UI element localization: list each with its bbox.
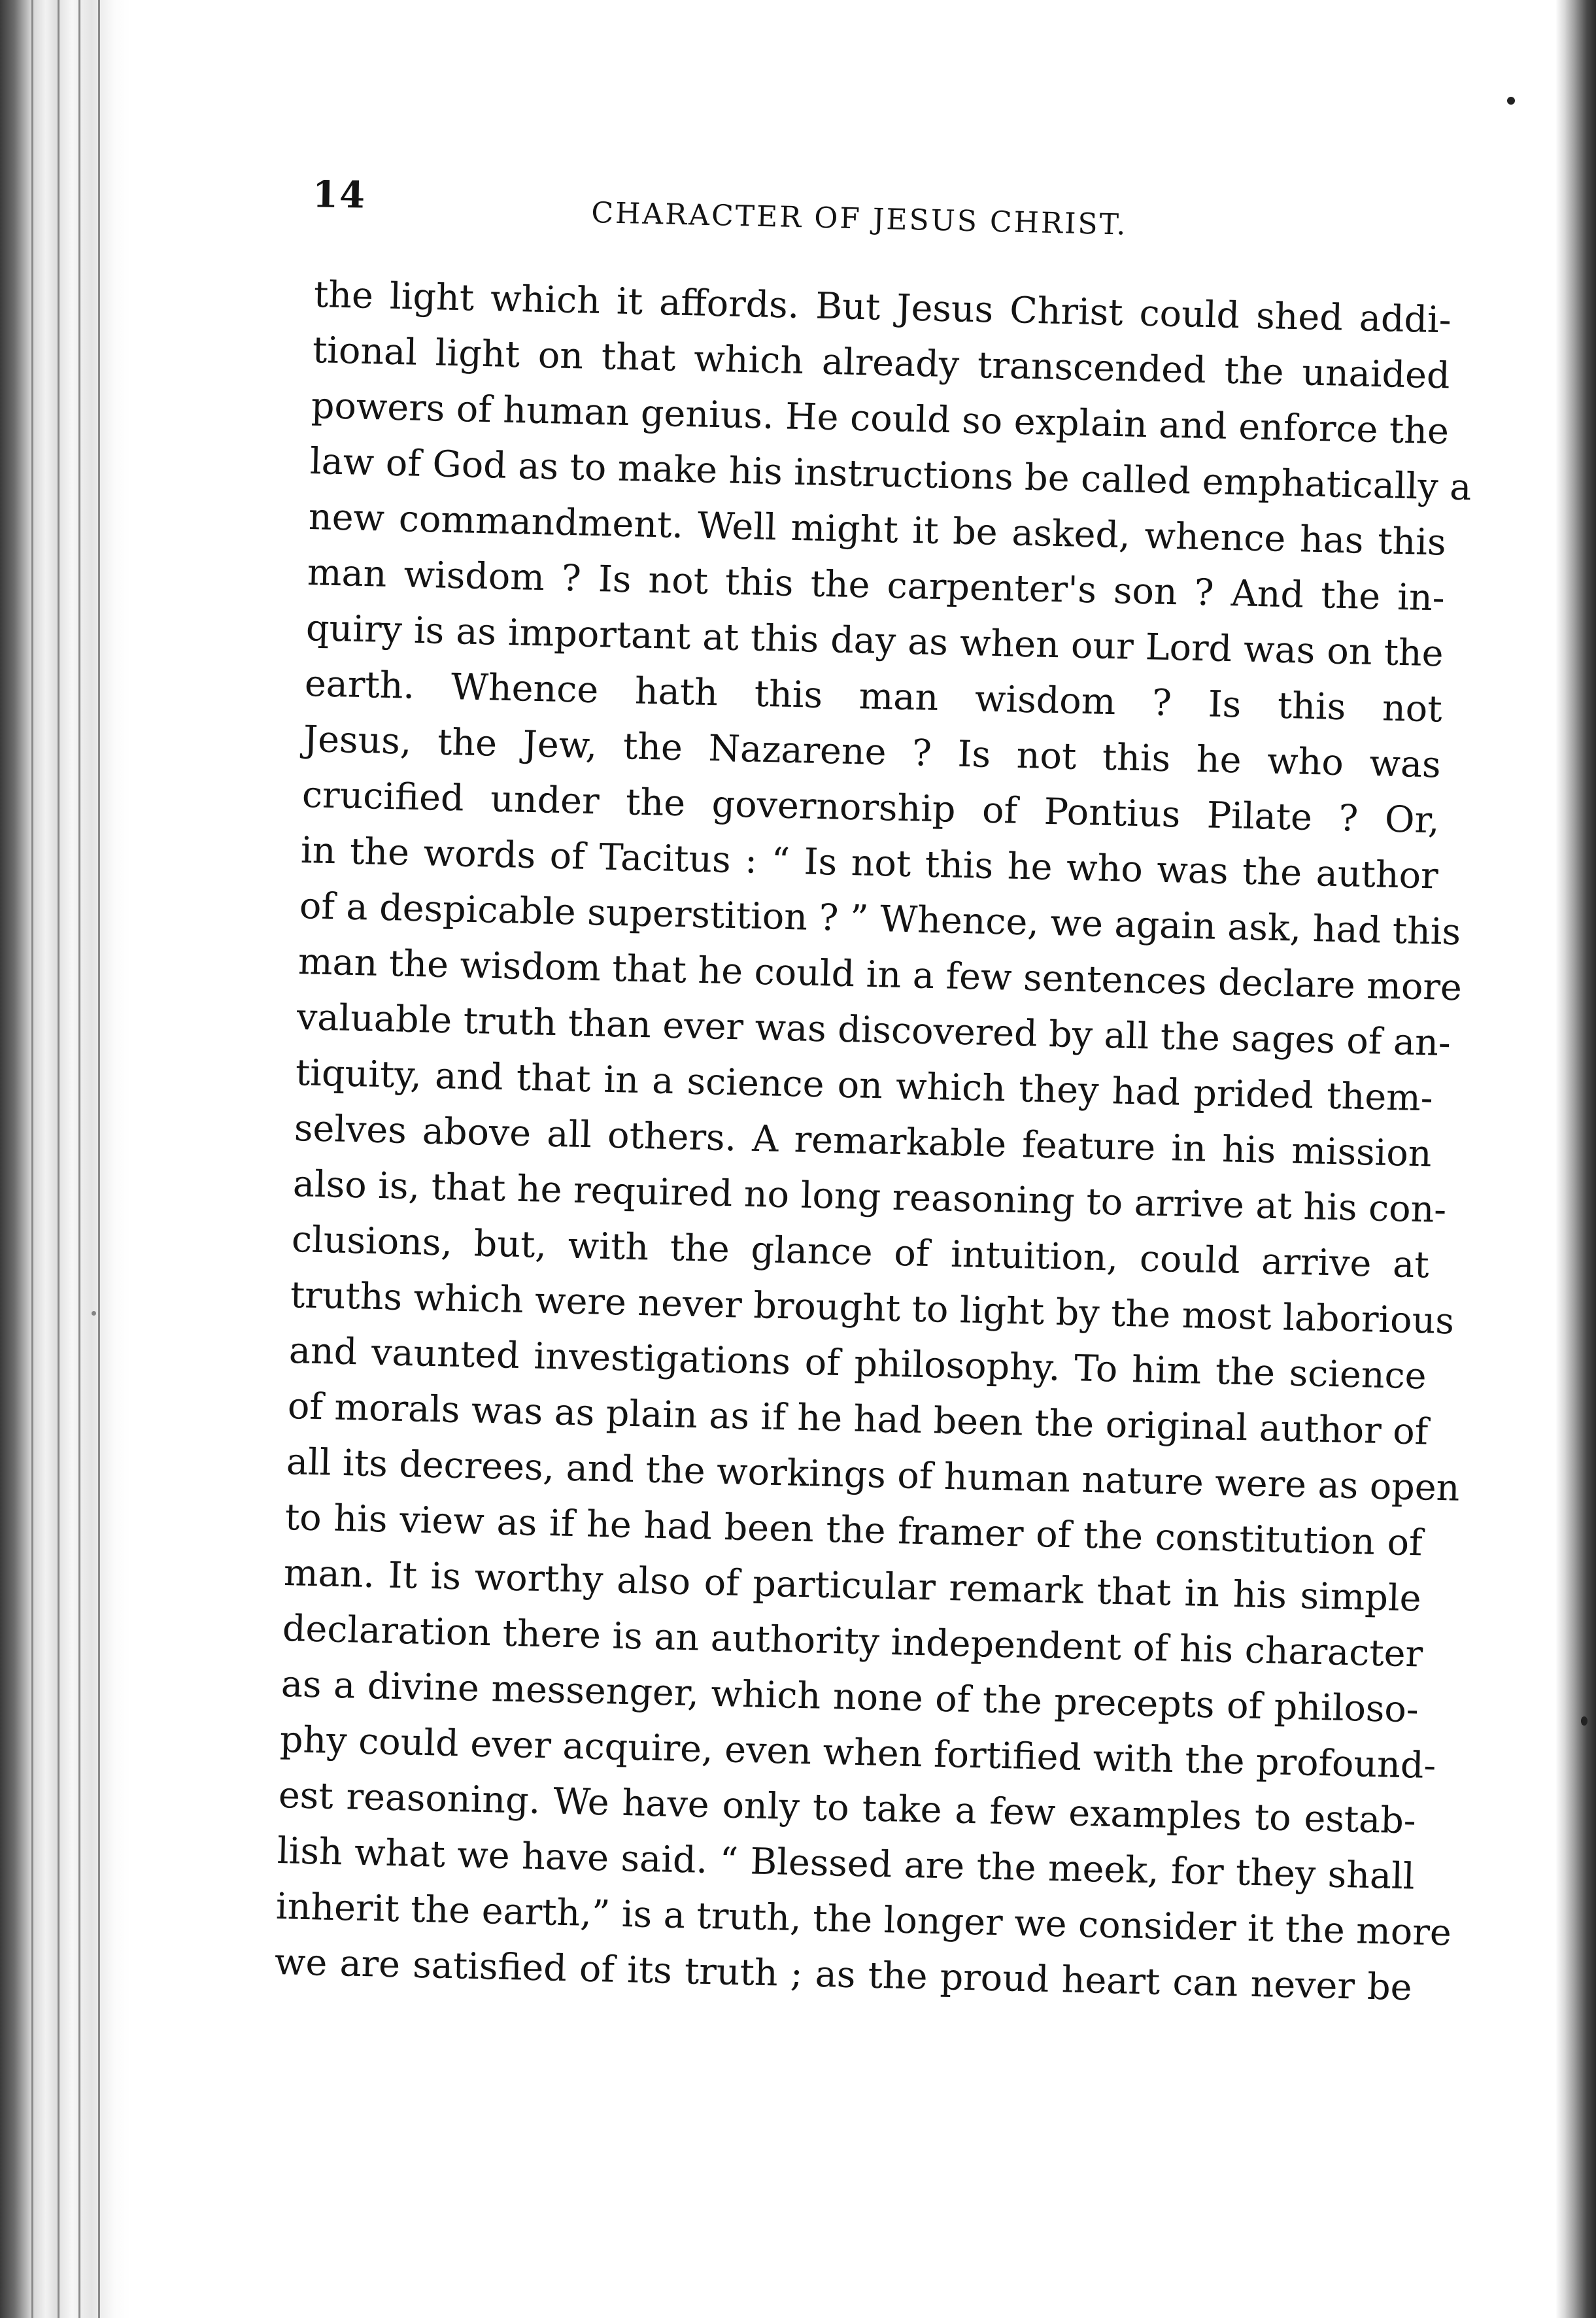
text-line: tional light on that which already transcended the unaided (312, 329, 1451, 398)
text-line: and vaunted investigations of philosophy. To him the science (288, 1329, 1427, 1398)
text-line: earth. Whence hath this man wisdom ? Is this not (304, 662, 1443, 731)
text-line: declaration there is an authority independent of his character (282, 1607, 1423, 1676)
text-line: inherit the earth,” is a truth, the longer we consider it the more (275, 1885, 1452, 1954)
text-line: new commandment. Well might it be asked, whence has this (308, 496, 1447, 564)
text-line: law of God as to make his instructions be called emphatically a (309, 440, 1472, 509)
text-line: quiry is as important at this day as when our Lord was on the (305, 607, 1444, 675)
text-line: valuable truth than ever was discovered by all the sages of an- (296, 996, 1452, 1065)
text-line: selves above all others. A remarkable feature in his mission (294, 1107, 1433, 1176)
ink-speck (1581, 1716, 1588, 1726)
page-edge-line (78, 0, 80, 2318)
ink-speck (92, 1311, 96, 1316)
text-line: est reasoning. We have only to take a few examples to estab- (278, 1774, 1417, 1843)
page-number: 14 (312, 173, 367, 217)
text-line: lish what we have said. “ Blessed are the meek, for they shall (277, 1830, 1416, 1898)
text-line: of a despicable superstition ? ” Whence, we again ask, had this (299, 885, 1461, 954)
text-line: Jesus, the Jew, the Nazarene ? Is not this he who was (303, 718, 1442, 787)
text-line: to his view as if he had been the framer of the constitution of (284, 1496, 1423, 1565)
text-line: the light which it affords. But Jesus Christ could shed addi- (313, 273, 1452, 342)
ink-speck (1507, 97, 1515, 105)
page-edge-line (58, 0, 59, 2318)
text-line: of morals was as plain as if he had been the original author of (287, 1385, 1429, 1454)
page-edge-line (98, 0, 100, 2318)
text-line: tiquity, and that in a science on which they had prided them- (295, 1051, 1434, 1120)
text-line: clusions, but, with the glance of intuition, could arrive at (291, 1218, 1430, 1287)
text-line: powers of human genius. He could so explain and enforce the (311, 384, 1450, 453)
book-binding-gutter (0, 0, 131, 2318)
running-title: CHARACTER OF JESUS CHRIST. (590, 196, 1129, 242)
text-line: phy could ever acquire, even when fortified with the profound- (279, 1718, 1436, 1788)
text-line: as a divine messenger, which none of the precepts of philoso- (280, 1663, 1419, 1731)
text-line: all its decrees, and the workings of human nature were as open (286, 1440, 1461, 1510)
text-line: in the words of Tacitus : “ Is not this he who was the author (300, 829, 1439, 898)
text-line: man. It is worthy also of particular remark that in his simple (283, 1552, 1422, 1620)
page-right-edge (1555, 0, 1596, 2318)
text-line: crucified under the governorship of Pontius Pilate ? Or, (301, 774, 1440, 842)
text-line: truths which were never brought to light by the most laborious (290, 1274, 1455, 1343)
text-line: we are satisfied of its truth ; as the proud heart can never be (274, 1941, 1413, 2009)
text-line: man wisdom ? Is not this the carpenter's son ? And the in- (307, 551, 1446, 620)
text-line: man the wisdom that he could in a few sentences declare more (297, 940, 1463, 1010)
page-edge-line (31, 0, 33, 2318)
text-line: also is, that he required no long reasoning to arrive at his con- (292, 1163, 1447, 1232)
